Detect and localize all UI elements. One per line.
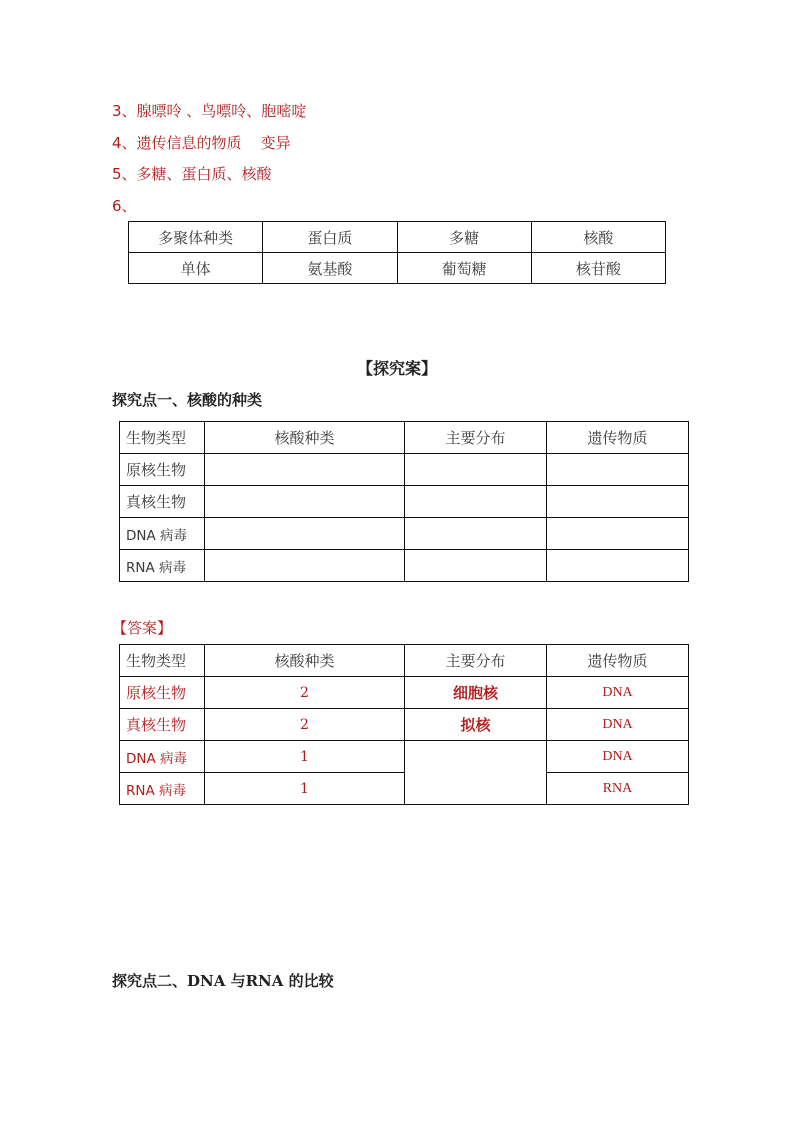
table-header-row [120, 422, 689, 454]
table-header-cell: 主要分布 [405, 422, 547, 454]
table-header-cell: 遗传物质 [547, 422, 689, 454]
table-header-cell: 核酸种类 [205, 645, 405, 677]
table-row [120, 550, 689, 582]
distribution-cell: 细胞核 [405, 677, 547, 709]
table-row [120, 709, 689, 741]
blank-cell [205, 486, 405, 518]
material-cell: DNA [547, 741, 689, 773]
table-row [120, 518, 689, 550]
table-cell: 多聚体种类 [129, 222, 263, 253]
question-table [119, 421, 689, 582]
point1-title: 探究点一、核酸的种类 [112, 391, 263, 409]
table-row [120, 773, 689, 805]
row-label: 真核生物 [120, 486, 205, 518]
table-header-cell: 生物类型 [120, 422, 205, 454]
table-row [120, 677, 689, 709]
table-row [120, 454, 689, 486]
blank-cell [547, 454, 689, 486]
material-cell: RNA [547, 773, 689, 805]
table-cell: 蛋白质 [263, 222, 397, 253]
blank-cell [547, 518, 689, 550]
table-row [120, 486, 689, 518]
row-label: RNA 病毒 [120, 773, 205, 805]
kinds-cell: 1 [205, 741, 405, 773]
row-label: 原核生物 [120, 677, 205, 709]
kinds-cell: 1 [205, 773, 405, 805]
answer-label: 【答案】 [112, 619, 173, 637]
row-label: DNA 病毒 [120, 518, 205, 550]
blank-cell [405, 550, 547, 582]
blank-cell [547, 550, 689, 582]
table-cell: 葡萄糖 [397, 253, 531, 284]
answer-table [119, 644, 689, 805]
row-label: RNA 病毒 [120, 550, 205, 582]
material-cell: DNA [547, 677, 689, 709]
material-cell: DNA [547, 709, 689, 741]
answer-line-5: 5、多糖、蛋白质、核酸 [112, 165, 272, 183]
table-header-cell: 主要分布 [405, 645, 547, 677]
answer-line-4: 4、遗传信息的物质 变异 [112, 134, 291, 152]
row-label: DNA 病毒 [120, 741, 205, 773]
table-header-cell: 遗传物质 [547, 645, 689, 677]
blank-cell [547, 486, 689, 518]
blank-cell [205, 550, 405, 582]
row-label: 原核生物 [120, 454, 205, 486]
table-cell: 单体 [129, 253, 263, 284]
table-cell: 氨基酸 [263, 253, 397, 284]
blank-cell [205, 454, 405, 486]
table-cell: 核酸 [531, 222, 665, 253]
polymer-table [128, 221, 666, 284]
table-header-cell: 生物类型 [120, 645, 205, 677]
table-row [129, 253, 666, 284]
blank-cell [205, 518, 405, 550]
blank-cell [405, 518, 547, 550]
answer-line-3: 3、腺嘌呤 、鸟嘌呤、胞嘧啶 [112, 102, 307, 120]
section-title: 【探究案】 [356, 359, 437, 378]
answer-line-6: 6、 [112, 197, 137, 215]
blank-cell [405, 486, 547, 518]
table-row [120, 741, 689, 773]
kinds-cell: 2 [205, 709, 405, 741]
kinds-cell: 2 [205, 677, 405, 709]
table-header-cell: 核酸种类 [205, 422, 405, 454]
table-cell: 核苷酸 [531, 253, 665, 284]
distribution-cell: 拟核 [405, 709, 547, 741]
table-cell: 多糖 [397, 222, 531, 253]
table-row [129, 222, 666, 253]
point2-title: 探究点二、DNA 与RNA 的比较 [112, 972, 334, 990]
table-header-row [120, 645, 689, 677]
distribution-cell-merged [405, 741, 547, 805]
blank-cell [405, 454, 547, 486]
row-label: 真核生物 [120, 709, 205, 741]
